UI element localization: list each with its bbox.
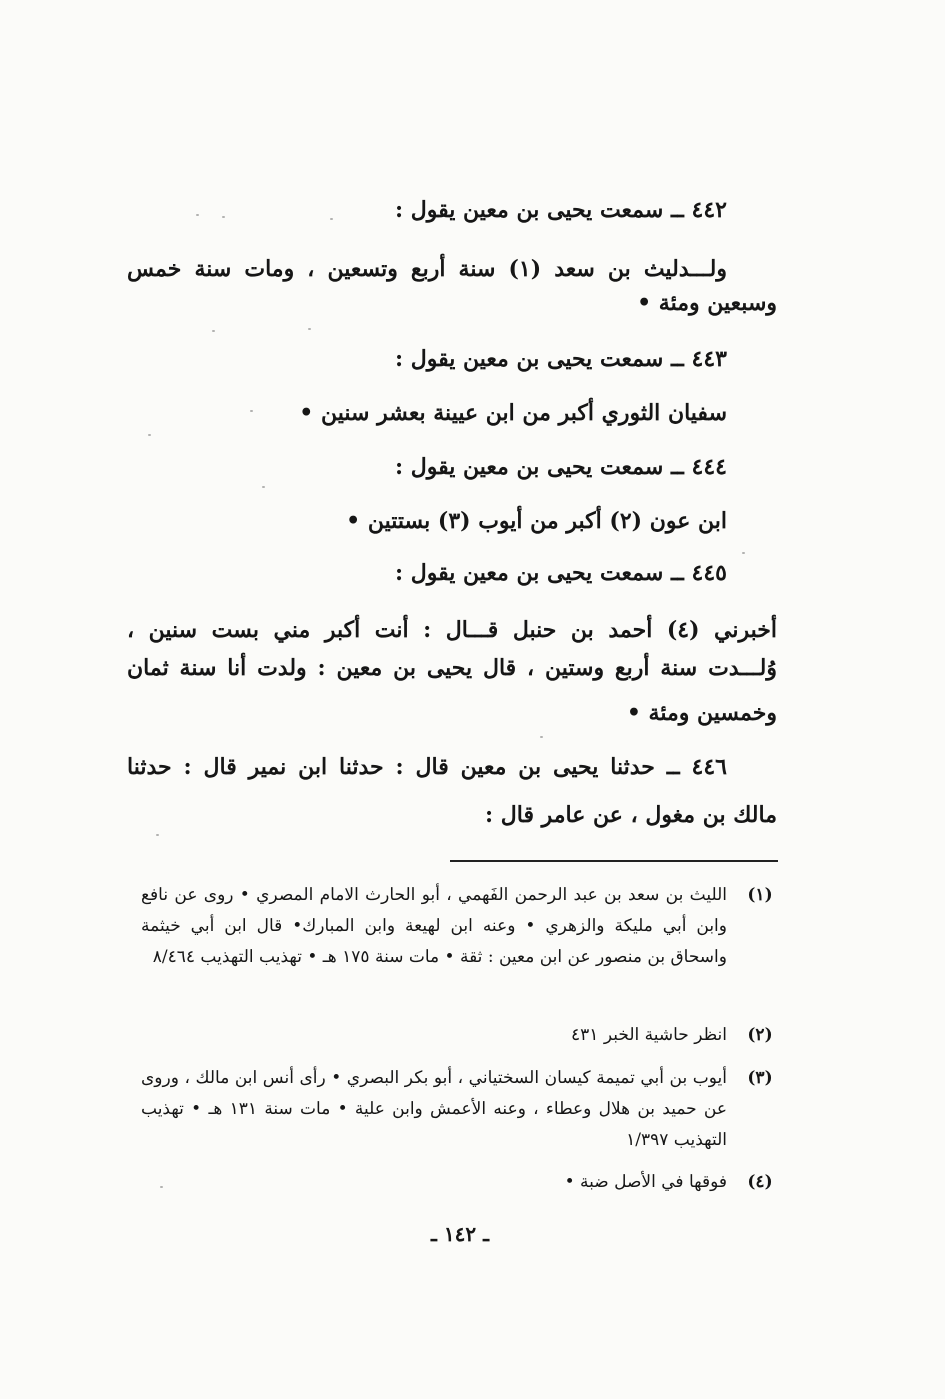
scan-speck — [262, 486, 265, 488]
footnote-3-text: أيوب بن أبي تميمة كيسان السختياني ، أبو بكر البصري • رأى أنس ابن مالك ، وروى عن حميد بن هلال وعطاء ، وعنه الأعمش وابن علية • مات سنة ١٣١ هـ • تهذيب التهذيب ١/٣٩٧ — [141, 1068, 727, 1150]
footnote-1 — [0, 880, 945, 1010]
footnote-3-number: (٣) — [747, 1068, 773, 1088]
scan-speck — [212, 330, 215, 332]
footnote-2-number: (٢) — [747, 1025, 773, 1045]
entry-446-heading: ٤٤٦ ــ حدثنا يحيى بن معين قال : حدثنا ابن نمير قال : حدثنا — [127, 754, 727, 780]
entry-445-text-line-3: وخمسين ومئة • — [626, 700, 777, 726]
scan-speck — [196, 214, 199, 216]
scan-speck — [148, 434, 151, 436]
entry-445-text-line-1: أخبرني (٤) أحمد بن حنبل قـــال : أنت أكبر مني بست سنين ، — [127, 617, 777, 643]
entry-446-text: مالك بن مغول ، عن عامر قال : — [484, 802, 777, 828]
scan-speck — [222, 216, 225, 218]
scan-speck — [742, 552, 745, 554]
entry-445-heading: ٤٤٥ ــ سمعت يحيى بن معين يقول : — [394, 560, 727, 586]
footnote-1-number: (١) — [747, 885, 773, 905]
footnote-4-number: (٤) — [747, 1172, 773, 1192]
entry-442-text-line-1: ولـــدليث بن سعد (١) سنة أربع وتسعين ، ومات سنة خمس — [127, 256, 727, 282]
page-number: ـ ١٤٢ ـ — [431, 1222, 489, 1246]
entry-445-text-line-2: وُلـــدت سنة أربع وستين ، قال يحيى بن معين : ولدت أنا سنة ثمان — [127, 655, 777, 681]
footnote-2 — [0, 1020, 945, 1052]
entry-444-heading: ٤٤٤ ــ سمعت يحيى بن معين يقول : — [394, 454, 727, 480]
scan-speck — [250, 410, 253, 412]
entry-442-text-line-2: وسبعين ومئة • — [637, 290, 777, 316]
footnote-2-text: انظر حاشية الخبر ٤٣١ — [571, 1025, 727, 1045]
entry-443-heading: ٤٤٣ ــ سمعت يحيى بن معين يقول : — [394, 346, 727, 372]
scan-speck — [308, 328, 311, 330]
scan-speck — [156, 834, 159, 836]
scan-speck — [330, 218, 333, 220]
scan-speck — [540, 736, 543, 738]
footnote-separator — [450, 860, 778, 862]
scan-speck — [160, 1186, 163, 1188]
entry-442-heading: ٤٤٢ ــ سمعت يحيى بن معين يقول : — [394, 197, 727, 223]
entry-444-text: ابن عون (٢) أكبر من أيوب (٣) بستتين • — [346, 508, 727, 534]
footnote-1-text: الليث بن سعد بن عبد الرحمن الفَهمي ، أبو الحارث الامام المصري • روى عن نافع وابن أبي مليكة والزهري • وعنه ابن لهيعة وابن المبارك• قال ابن أبي خيثمة واسحاق بن منصور عن ابن معين : ثقة • مات سنة ١٧٥ هـ • تهذيب التهذيب ٨/٤٦٤ — [141, 885, 727, 967]
footnote-4-text: فوقها في الأصل ضبة • — [564, 1172, 727, 1192]
entry-443-text: سفيان الثوري أكبر من ابن عيينة بعشر سنين • — [299, 400, 727, 426]
footnote-3 — [0, 1063, 945, 1163]
footnote-4 — [0, 1167, 945, 1199]
